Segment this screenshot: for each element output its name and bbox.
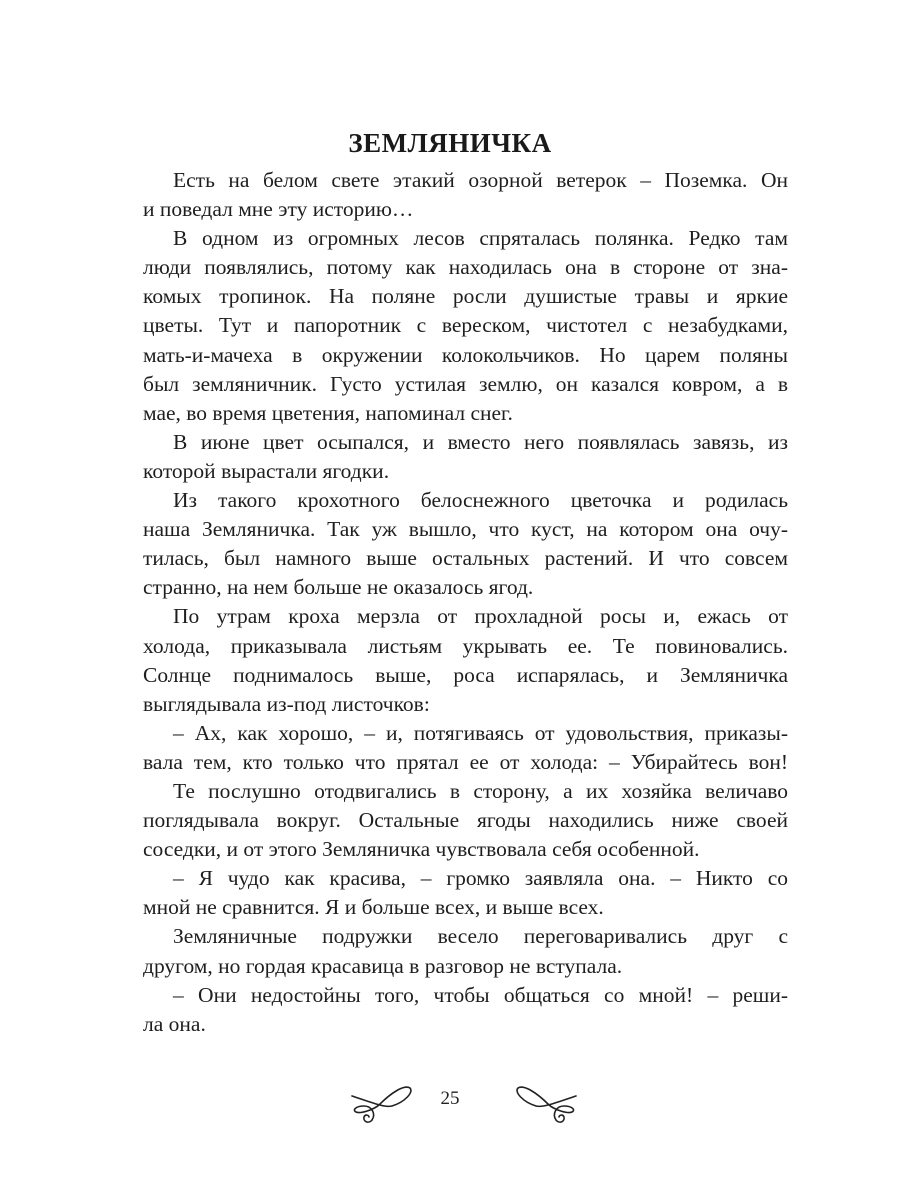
text-line: – Они недостойны того, чтобы общаться со мной! – реши- xyxy=(173,982,788,1007)
text-line: люди появлялись, потому как находилась она в стороне от зна- xyxy=(143,255,788,280)
text-line: Солнце поднималось выше, роса испарялась, и Земляничка xyxy=(143,662,788,687)
text-line: Те послушно отодвигались в сторону, а их хозяйка величаво xyxy=(173,778,788,803)
text-line: соседки, и от этого Земляничка чувствовала себя особенной. xyxy=(143,837,700,862)
text-line: и поведал мне эту историю… xyxy=(143,197,414,222)
text-line: – Ах, как хорошо, – и, потягиваясь от удовольствия, приказы- xyxy=(173,720,788,745)
text-line: другом, но гордая красавица в разговор не вступала. xyxy=(143,953,623,978)
text-line: ла она. xyxy=(143,1011,206,1036)
text-line: В одном из огромных лесов спряталась полянка. Редко там xyxy=(173,226,788,251)
text-line: тилась, был намного выше остальных растений. И что совсем xyxy=(143,546,788,571)
text-line: наша Земляничка. Так уж вышло, что куст, на котором она очу- xyxy=(143,517,788,542)
text-line: выглядывала из-под листочков: xyxy=(143,691,430,716)
text-line: вала тем, кто только что прятал ее от холода: – Убирайтесь вон! xyxy=(143,749,788,774)
text-line: По утрам кроха мерзла от прохладной росы и, ежась от xyxy=(173,604,788,629)
text-line: мной не сравнится. Я и больше всех, и выше всех. xyxy=(143,895,604,920)
text-line: мае, во время цветения, напоминал снег. xyxy=(143,400,513,425)
text-line: был земляничник. Густо устилая землю, он казался ковром, а в xyxy=(143,371,788,396)
text-line: мать-и-мачеха в окружении колокольчиков. Но царем поляны xyxy=(143,342,788,367)
page-number: 25 xyxy=(440,1088,460,1109)
body-text xyxy=(143,166,788,1039)
page-footer xyxy=(0,1078,900,1128)
text-line: В июне цвет осыпался, и вместо него появлялась завязь, из xyxy=(173,429,788,454)
text-line: странно, на нем больше не оказалось ягод. xyxy=(143,575,534,600)
text-line: Из такого крохотного белоснежного цветочка и родилась xyxy=(173,488,788,513)
text-line: поглядывала вокруг. Остальные ягоды находились ниже своей xyxy=(143,808,788,833)
text-line: которой вырастали ягодки. xyxy=(143,458,390,483)
flourish-right-icon xyxy=(508,1084,578,1126)
text-line: – Я чудо как красива, – громко заявляла она. – Никто со xyxy=(173,866,788,891)
text-line: холода, приказывала листьям укрывать ее. Те повиновались. xyxy=(143,633,788,658)
chapter-title: ЗЕМЛЯНИЧКА xyxy=(348,128,552,158)
text-line: комых тропинок. На поляне росли душистые травы и яркие xyxy=(143,284,788,309)
text-line: Земляничные подружки весело переговаривались друг с xyxy=(173,924,788,949)
text-line: цветы. Тут и папоротник с вереском, чистотел с незабудками, xyxy=(143,313,788,338)
text-line: Есть на белом свете этакий озорной ветерок – Поземка. Он xyxy=(173,168,788,192)
